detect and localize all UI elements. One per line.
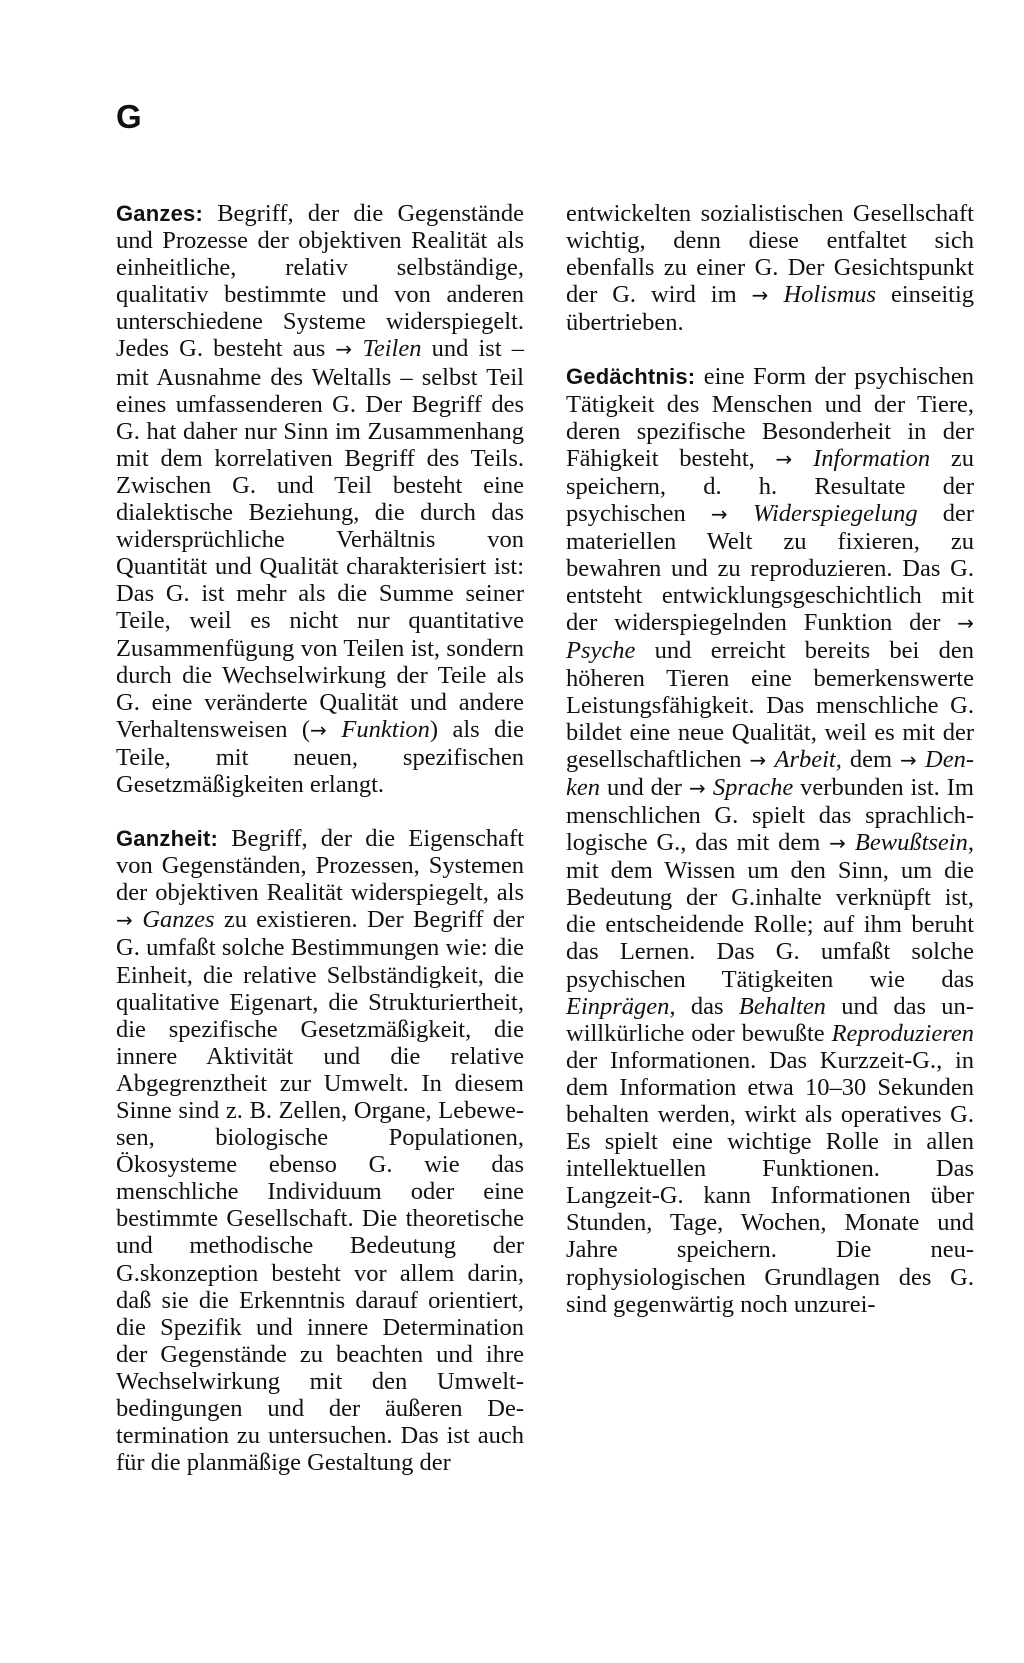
entry-text: und das unwillkürliche oder bewußte: [566, 992, 974, 1047]
cross-reference-sprache[interactable]: Sprache: [712, 773, 794, 801]
entry-text: Begriff, der die Eigenschaft von Gegenständen, Prozessen, Systemen der objektiven Realität widerspiegelt, als: [116, 825, 524, 907]
arrow-reference-icon: →: [775, 446, 814, 471]
cross-reference-teilen[interactable]: Teilen: [362, 335, 422, 363]
entry-text: dem: [841, 745, 901, 773]
entry-text: das: [675, 992, 739, 1020]
entry-text: verbunden ist. Im menschlichen G. spielt das sprachlich-logische G., das mit dem: [566, 773, 974, 857]
arrow-reference-icon: →: [710, 501, 753, 526]
cross-reference-widerspiegelung[interactable]: Widerspiegelung: [752, 499, 918, 527]
arrow-reference-icon: →: [310, 717, 342, 742]
entry-text: der Informationen. Das Kurzzeit-G., in dem Information etwa 10–30 Sekunden behalten werden, wirkt als operatives G. Es spielt eine wichtige Rolle in allen intellektuellen Funktionen. Das Langzeit-G. kann Informationen über Stunden, Tage, Wochen, Monate und Jahre speichern. Die neurophysiologischen Grundlagen des G. sind gegenwärtig noch unzurei-: [566, 1046, 974, 1318]
cross-reference-funktion[interactable]: Funktion: [341, 715, 430, 743]
entry-keyword-gedaechtnis: Gedächtnis:: [566, 364, 696, 390]
cross-reference-denken[interactable]: Denken: [566, 745, 974, 801]
entry-ganzes: [116, 200, 524, 798]
arrow-reference-icon: →: [900, 747, 925, 772]
entry-text: der materiellen Welt zu fixieren, zu bewahren und zu reproduzieren. Das G. entsteht entwicklungsgeschichtlich mit der widerspiegelnden Funktion der: [566, 499, 974, 637]
left-column: [116, 200, 524, 1503]
entry-text: und ist – mit Ausnahme des Weltalls – selbst Teil eines umfassenderen G. Der Begriff des G. hat daher nur Sinn im Zusammenhang mit dem korrelativen Begriff des Teils. Zwischen G. und Teil besteht eine dialektische Beziehung, die durch das widersprüchliche Verhältnis von Quantität und Qualität charakterisiert ist: Das G. ist mehr als die Summe seiner Teile, weil es nicht nur quantitative Zusammenfügung von Teilen ist, sondern durch die Wechselwirkung der Teile als G. eine veränderte Qualität und andere Verhaltensweisen (: [116, 335, 524, 743]
cross-reference-information[interactable]: Information: [813, 444, 931, 472]
entry-text: und erreicht bereits bei den höheren Tieren eine bemerkenswerte Leistungsfähigkeit. Das menschliche G. bildet eine neue Qualität, weil es mit der gesellschaftlichen: [566, 637, 974, 773]
arrow-reference-icon: →: [829, 831, 855, 856]
cross-reference-bewusstsein[interactable]: Bewußtsein,: [854, 829, 974, 857]
right-column: [566, 200, 974, 1345]
entry-keyword-ganzheit: Ganzheit:: [116, 826, 219, 852]
arrow-reference-icon: →: [335, 337, 363, 362]
section-letter-heading: G: [116, 98, 142, 135]
arrow-reference-icon: →: [688, 775, 713, 800]
cross-reference-ganzes[interactable]: Ganzes: [142, 906, 215, 934]
arrow-reference-icon: →: [957, 611, 974, 636]
cross-reference-arbeit[interactable]: Arbeit,: [774, 745, 842, 773]
entry-text: einseitig übertrieben.: [566, 281, 974, 337]
entry-text: ) als die Teile, mit neuen, spezifischen Gesetzmäßigkeiten erlangt.: [116, 715, 525, 798]
emphasis-einpraegen: Einprägen,: [566, 992, 676, 1020]
cross-reference-psyche[interactable]: Psyche: [566, 637, 636, 665]
entry-text: entwickelten sozialistischen Gesellschaft wichtig, denn diese entfaltet sich ebenfalls zu einer G. Der Gesichtspunkt der G. wird im: [566, 200, 974, 309]
entry-gedaechtnis: [566, 363, 974, 1317]
emphasis-reproduzieren: Reproduzieren: [831, 1019, 974, 1047]
entry-text: Begriff, der die Gegenstände und Prozesse der objektiven Realität als einheitliche, relativ selbständige, qualitativ bestimmte und von anderen unterschiedene Systeme widerspiegelt. Jedes G. besteht aus: [116, 200, 524, 363]
cross-reference-holismus[interactable]: Holismus: [783, 281, 877, 309]
entry-text: und der: [600, 773, 689, 801]
emphasis-behalten: Behalten: [738, 992, 826, 1020]
entry-text: zu speichern, d. h. Resultate der psychischen: [566, 444, 974, 527]
entry-text: mit dem Wissen um den Sinn, um die Bedeutung der G.inhalte verknüpft ist, die entscheidende Rolle; auf ihm beruht das Lernen. Das G. umfaßt solche psychischen Tätigkeiten wie das: [566, 857, 974, 993]
arrow-reference-icon: →: [116, 908, 143, 933]
arrow-reference-icon: →: [749, 747, 775, 772]
entry-ganzheit: [116, 825, 524, 1476]
entry-keyword-ganzes: Ganzes:: [116, 201, 203, 226]
entry-text: eine Form der psychischen Tätigkeit des Menschen und der Tiere, deren spezifische Besonderheit in der Fähigkeit besteht,: [566, 363, 974, 472]
arrow-reference-icon: →: [751, 283, 784, 308]
entry-ganzheit-continued: [566, 200, 974, 336]
entry-text: zu existieren. Der Begriff der G. umfaßt solche Bestimmungen wie: die Einheit, die relative Selbständigkeit, die qualitative Eigenart, die Strukturiertheit, die spezifische Gesetzmäßigkeit, die innere Aktivität und die relative Abgegrenztheit zur Umwelt. In diesem Sinne sind z. B. Zellen, Organe, Lebewesen, biologische Populationen, Ökosysteme ebenso G. wie das menschliche Individuum oder eine bestimmte Gesellschaft. Die theoretische und methodische Bedeutung der G.skonzeption besteht vor allem darin, daß sie die Erkenntnis darauf orientiert, die Spezifik und innere Determination der Gegenstände zu beachten und ihre Wechselwirkung mit den Umweltbedingungen und der äußeren Determination zu untersuchen. Das ist auch für die planmäßige Gestaltung der: [116, 906, 524, 1477]
